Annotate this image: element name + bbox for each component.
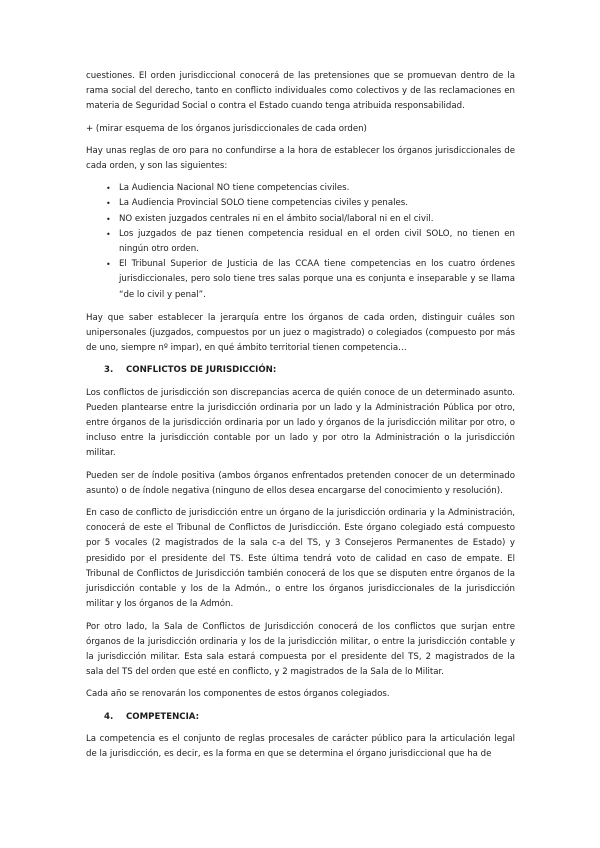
list-item-text: Los juzgados de paz tienen competencia residual en el orden civil SOLO, no tienen en ningún otro orden. bbox=[119, 228, 515, 255]
list-item-text: La Audiencia Nacional NO tiene competencias civiles. bbox=[119, 183, 350, 194]
list-item-text: La Audiencia Provincial SOLO tiene competencias civiles y penales. bbox=[119, 198, 408, 209]
paragraph-social-order: cuestiones. El orden jurisdiccional conocerá de las pretensiones que se promuevan dentro de la rama social del derecho, tanto en conflicto individuales como colectivos y de las reclamaciones en materia de Seguridad Social o contra el Estado cuando tenga atribuida responsabilidad. bbox=[86, 71, 515, 112]
paragraph-hierarchy: Hay que saber establecer la jerarquía entre los órganos de cada orden, distinguir cuáles son unipersonales (juzgados, compuestos por un juez o magistrado) o colegiados (compuesto por más de uno, siempre nº impar), en qué ámbito territorial tienen competencia… bbox=[86, 312, 515, 354]
rules-list bbox=[86, 181, 515, 303]
list-item bbox=[86, 257, 515, 303]
section-heading-conflicts bbox=[104, 363, 515, 378]
section-heading-competence bbox=[104, 710, 515, 725]
paragraph-competence-definition: La competencia es el conjunto de reglas procesales de carácter público para la articulación legal de la jurisdicción, es decir, es la forma en que se determina el órgano jurisdiccional que ha de bbox=[86, 733, 515, 759]
section-number: 3. bbox=[104, 365, 114, 376]
bullet-icon: • bbox=[106, 184, 111, 194]
list-item-text: NO existen juzgados centrales ni en el ámbito social/laboral ni en el civil. bbox=[119, 213, 434, 224]
document-page bbox=[86, 69, 515, 769]
bullet-icon: • bbox=[106, 229, 111, 239]
paragraph-conflicts-definition: Los conflictos de jurisdicción son discrepancias acerca de quién conoce de un determinado asunto. Pueden plantearse entre la jurisdicción ordinaria por un lado y la Administración Pública por otro, entre órganos de la jurisdicción ordinaria por un lado y órganos de la jurisdicción militar por otro, o incluso entre la jurisdicción contable por un lado y por otro la Administración o la jurisdicción militar. bbox=[86, 387, 515, 459]
paragraph-tribunal-conflictos: En caso de conflicto de jurisdicción entre un órgano de la jurisdicción ordinaria y la Administración, conocerá de este el Tribunal de Conflictos de Jurisdicción. Este órgano colegiado está compuesto por 5 vocales (2 magistrados de la sala c-a del TS, y 3 Consejeros Permanentes de Estado) y presidido por el presidente del TS. Este última tendrá voto de calidad en caso de empate. El Tribunal de Conflictos de Jurisdicción también conocerá de los que se disputen entre órganos de la jurisdicción contable y los de la Admón., o entre los órganos jurisdiccionales de la jurisdicción militar y los órganos de la Admón. bbox=[86, 508, 515, 610]
list-item bbox=[86, 227, 515, 257]
list-item-text: El Tribunal Superior de Justicia de las CCAA tiene competencias en los cuatro órdenes jurisdiccionales, pero solo tiene tres salas porque una es conjunta e inseparable y se llama “de lo civil y penal”. bbox=[119, 259, 515, 300]
paragraph-sala-conflictos: Por otro lado, la Sala de Conflictos de Jurisdicción conocerá de los conflictos que surjan entre órganos de la jurisdicción ordinaria y los de la jurisdicción militar, o entre la jurisdicción contable y la jurisdicción militar. Esta sala estará compuesta por el presidente del TS, 2 magistrados de la sala del TS del orden que esté en conflicto, y 2 magistrados de la Sala de lo Militar. bbox=[86, 621, 515, 678]
section-title: COMPETENCIA: bbox=[126, 711, 200, 722]
bullet-icon: • bbox=[106, 260, 111, 270]
list-item bbox=[86, 196, 515, 211]
paragraph-annual-renewal: Cada año se renovarán los componentes de estos órganos colegiados. bbox=[86, 689, 390, 700]
paragraph-see-scheme: + (mirar esquema de los órganos jurisdiccionales de cada orden) bbox=[86, 123, 367, 134]
section-number: 4. bbox=[104, 711, 114, 722]
bullet-icon: • bbox=[106, 199, 111, 209]
section-title: CONFLICTOS DE JURISDICCIÓN: bbox=[126, 365, 277, 376]
list-item bbox=[86, 181, 515, 196]
list-item bbox=[86, 212, 515, 227]
paragraph-conflicts-types: Pueden ser de índole positiva (ambos órganos enfrentados pretenden conocer de un determinado asunto) o de índole negativa (ninguno de ellos desea encargarse del conocimiento y resolución). bbox=[86, 470, 515, 496]
bullet-icon: • bbox=[106, 214, 111, 224]
paragraph-golden-rules-intro: Hay unas reglas de oro para no confundirse a la hora de establecer los órganos jurisdiccionales de cada orden, y son las siguientes: bbox=[86, 145, 515, 172]
